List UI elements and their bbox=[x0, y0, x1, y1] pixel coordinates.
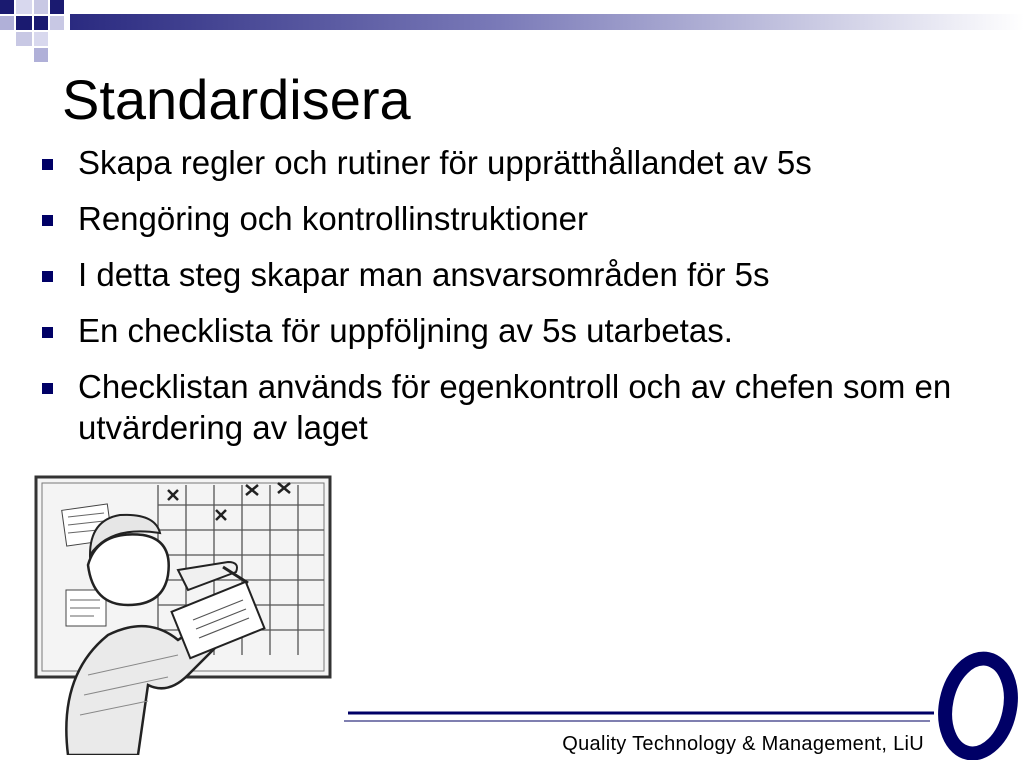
person-at-checklist-board-illustration bbox=[28, 455, 338, 755]
bullet-square-icon bbox=[42, 383, 53, 394]
bullet-square-icon bbox=[42, 271, 53, 282]
bullet-square-icon bbox=[42, 327, 53, 338]
bullet-text: I detta steg skapar man ansvarsområden för 5s bbox=[78, 256, 770, 293]
bullet-list bbox=[38, 142, 998, 463]
bullet-square-icon bbox=[42, 159, 53, 170]
bullet-text: Rengöring och kontrollinstruktioner bbox=[78, 200, 588, 237]
bullet-square-icon bbox=[42, 215, 53, 226]
bullet-item bbox=[38, 142, 998, 183]
slide-title: Standardisera bbox=[62, 68, 411, 131]
bullet-item bbox=[38, 366, 998, 448]
footer-text: Quality Technology & Management, LiU bbox=[562, 733, 924, 755]
top-decoration bbox=[0, 0, 1024, 64]
footer-divider bbox=[344, 708, 934, 728]
bullet-item bbox=[38, 310, 998, 351]
bullet-text: En checklista för uppföljning av 5s utarbetas. bbox=[78, 312, 733, 349]
bullet-text: Skapa regler och rutiner för upprätthållandet av 5s bbox=[78, 144, 812, 181]
liu-logo-icon bbox=[938, 650, 1020, 760]
bullet-item bbox=[38, 198, 998, 239]
bullet-text: Checklistan används för egenkontroll och av chefen som en utvärdering av laget bbox=[78, 368, 952, 446]
bullet-item bbox=[38, 254, 998, 295]
